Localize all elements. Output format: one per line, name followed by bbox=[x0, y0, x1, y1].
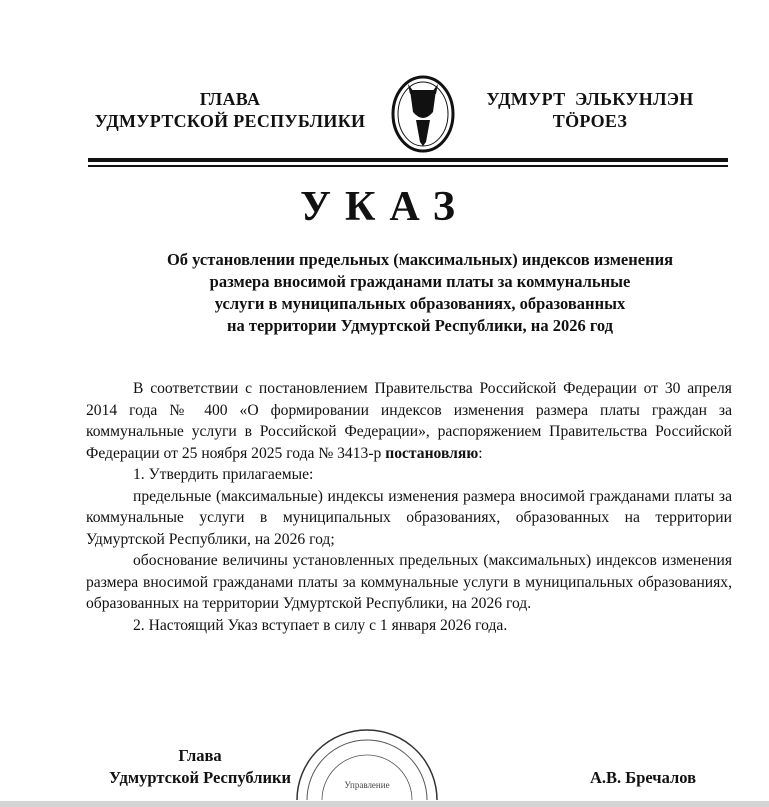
subtitle-line: Об установлении предельных (максимальных) индексов изменения bbox=[166, 250, 674, 269]
paragraph-item-2: 2. Настоящий Указ вступает в силу с 1 января 2026 года. bbox=[133, 616, 508, 634]
paragraph-justification: обоснование величины установленных предельных (максимальных) индексов изменения размера вносимой гражданами платы за коммунальные услуги в муниципальных образованиях, образованных на территории Удмуртской Республики, на 2026 год. bbox=[86, 552, 732, 612]
header-rule-thick bbox=[88, 158, 728, 162]
header-left-line1: ГЛАВА bbox=[199, 89, 261, 109]
signatory-name: А.В. Бречалов bbox=[590, 768, 697, 787]
stamp-text: Управление bbox=[344, 780, 390, 790]
header-left-line2: УДМУРТСКОЙ РЕСПУБЛИКИ bbox=[94, 111, 366, 131]
official-stamp bbox=[292, 728, 442, 800]
signature-position-line1: Глава bbox=[178, 746, 222, 765]
preamble-decree-word: постановляю bbox=[385, 444, 479, 462]
header-left bbox=[90, 88, 370, 132]
document-title: УКАЗ bbox=[300, 184, 469, 230]
coat-of-arms-emblem bbox=[388, 72, 458, 154]
signature-position-line2: Удмуртской Республики bbox=[109, 768, 291, 787]
header-right bbox=[470, 88, 710, 132]
paragraph-preamble bbox=[86, 378, 732, 464]
header-right-line2: ТӦРОЕЗ bbox=[552, 111, 628, 131]
document-subtitle bbox=[120, 249, 720, 337]
preamble-text: В соответствии с постановлением Правительства Российской Федерации от 30 апреля 2014 года № 400 «О формировании индексов изменения размера платы граждан за коммунальные услуги в Российской Федерации», распоряжением Правительства Российской Федерации от 25 ноября 2025 года № 3413-р bbox=[86, 380, 732, 462]
preamble-end: : bbox=[478, 444, 483, 462]
bottom-scroll-area bbox=[0, 801, 769, 807]
subtitle-line: на территории Удмуртской Республики, на 2026 год bbox=[226, 316, 614, 335]
paragraph-item-1: 1. Утвердить прилагаемые: bbox=[133, 466, 314, 483]
header-right-line1: УДМУРТ ЭЛЬКУНЛЭН bbox=[486, 89, 694, 109]
subtitle-line: услуги в муниципальных образованиях, образованных bbox=[214, 294, 626, 313]
signature-position bbox=[90, 745, 310, 789]
document-body bbox=[86, 378, 732, 636]
paragraph-indexes: предельные (максимальные) индексы изменения размера вносимой гражданами платы за коммунальные услуги в муниципальных образованиях, образованных на территории Удмуртской Республики, на 2026 год; bbox=[86, 487, 732, 548]
subtitle-line: размера вносимой гражданами платы за коммунальные bbox=[209, 272, 631, 291]
header-rule-thin bbox=[88, 165, 728, 167]
